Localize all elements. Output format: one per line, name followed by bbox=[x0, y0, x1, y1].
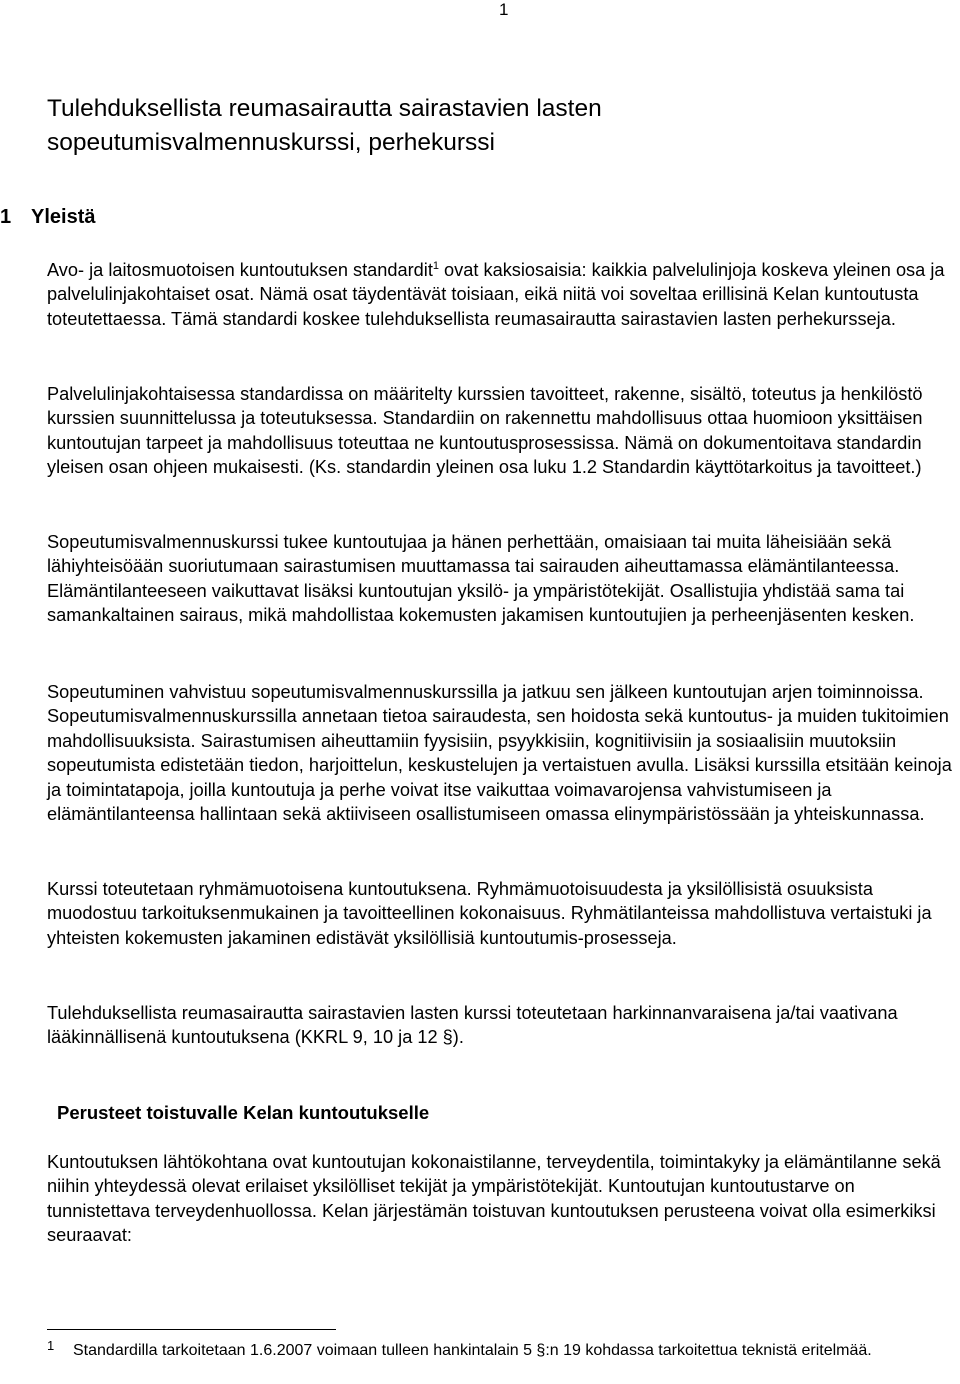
paragraph-adaptation: Sopeutuminen vahvistuu sopeutumisvalmennuskurssilla ja jatkuu sen jälkeen kuntoutujan arjen toiminnoissa. Sopeutumisvalmennuskurssilla annetaan tietoa sairaudesta, sen hoidosta sekä kuntoutus- ja muiden tukitoimien mahdollisuuksista. Sairastumisen aiheuttamiin fyysisiin, psyykkisiin, kognitiivisiin ja sosiaalisiin muutoksiin sopeutumista edistetään tiedon, harjoittelun, keskustelujen ja vertaistuen avulla. Lisäksi kurssilla etsitään keinoja ja toimintatapoja, joilla kuntoutuja ja perhe voivat itse vaikuttaa voimavarojensa vahvistumiseen ja elämäntilanteensa hallintaan sekä aktiiviseen osallistumiseen omassa elinympäristössään ja yhteiskunnassa. bbox=[47, 682, 952, 825]
section-title: Yleistä bbox=[31, 206, 96, 228]
paragraph-standards-intro bbox=[47, 258, 957, 331]
paragraph-legal-basis: Tulehduksellista reumasairautta sairastavien lasten kurssi toteutetaan harkinnanvaraisena ja/tai vaativana lääkinnällisenä kuntoutuksena (KKRL 9, 10 ja 12 §). bbox=[47, 1003, 898, 1048]
document-title-line-1: Tulehduksellista reumasairautta sairastavien lasten bbox=[47, 95, 602, 122]
footnote-divider bbox=[47, 1329, 336, 1330]
section-heading bbox=[0, 204, 95, 230]
page-number: 1 bbox=[499, 0, 509, 19]
document-title-line-2: sopeutumisvalmennuskurssi, perhekurssi bbox=[47, 129, 495, 156]
paragraph-group-rehabilitation: Kurssi toteutetaan ryhmämuotoisena kuntoutuksena. Ryhmämuotoisuudesta ja yksilöllisistä osuuksista muodostuu tarkoituksenmukainen ja tavoitteellinen kokonaisuus. Ryhmätilanteissa mahdollistuva vertaistuki ja yhteisten kokemusten jakaminen edistävät yksilöllisiä kuntoutumis-prosesseja. bbox=[47, 879, 932, 948]
footnote-text: Standardilla tarkoitetaan 1.6.2007 voimaan tulleen hankintalain 5 §:n 19 kohdassa tarkoitettua teknistä eritelmää. bbox=[73, 1342, 872, 1359]
footnote-reference: 1 bbox=[432, 259, 439, 272]
paragraph-rehabilitation-basis: Kuntoutuksen lähtökohtana ovat kuntoutujan kokonaistilanne, terveydentila, toimintakyky ja elämäntilanne sekä niihin yhteydessä olevat erilaiset yksilölliset tekijät ja ympäristötekijät. Kuntoutujan kuntoutustarve on tunnistettava terveydenhuollossa. Kelan järjestämän toistuvan kuntoutuksen perusteena voivat olla esimerkiksi seuraavat: bbox=[47, 1152, 941, 1246]
paragraph-text: ovat kaksiosaisia: kaikkia palvelulinjoja koskeva yleinen osa ja palvelulinjakohtaiset osat. Nämä osat täydentävät toisiaan, eikä niitä voi soveltaa erillisinä Kelan kuntoutusta toteutettaessa. Tämä standardi koskee tulehduksellista reumasairautta sairastavien lasten perhekursseja. bbox=[47, 260, 945, 329]
subheading-recurring-rehabilitation: Perusteet toistuvalle Kelan kuntoutukselle bbox=[57, 1102, 430, 1123]
paragraph-course-support: Sopeutumisvalmennuskurssi tukee kuntoutujaa ja hänen perhettään, omaisiaan tai muita läheisiään sekä lähiyhteisöään suoriutumaan sairastumisen muuttamassa tai sairauden aiheuttamassa elämäntilanteessa. Elämäntilanteeseen vaikuttavat lisäksi kuntoutujan yksilö- ja ympäristötekijät. Osallistujia yhdistää sama tai samankaltainen sairaus, mikä mahdollistaa kokemusten jakamisen kuntoutujien ja perheenjäsenten kesken. bbox=[47, 532, 915, 626]
paragraph-service-line-standard: Palvelulinjakohtaisessa standardissa on määritelty kurssien tavoitteet, rakenne, sisältö, toteutus ja henkilöstö kurssien suunnittelussa ja toteutuksessa. Standardiin on rakennettu mahdollisuus ottaa huomioon yksittäisen kuntoutujan tarpeet ja mahdollisuus toteuttaa ne kuntoutusprosessissa. Nämä on dokumentoitava standardin yleisen osan ohjeen mukaisesti. (Ks. standardin yleinen osa luku 1.2 Standardin käyttötarkoitus ja tavoitteet.) bbox=[47, 384, 923, 478]
section-number: 1 bbox=[0, 206, 12, 228]
paragraph-text: Avo- ja laitosmuotoisen kuntoutuksen standardit bbox=[47, 260, 433, 280]
document-title bbox=[47, 92, 927, 160]
footnote: 1 Standardilla tarkoitetaan 1.6.2007 voimaan tulleen hankintalain 5 §:n 19 kohdassa tarkoitettua teknistä eritelmää. bbox=[47, 1338, 872, 1359]
